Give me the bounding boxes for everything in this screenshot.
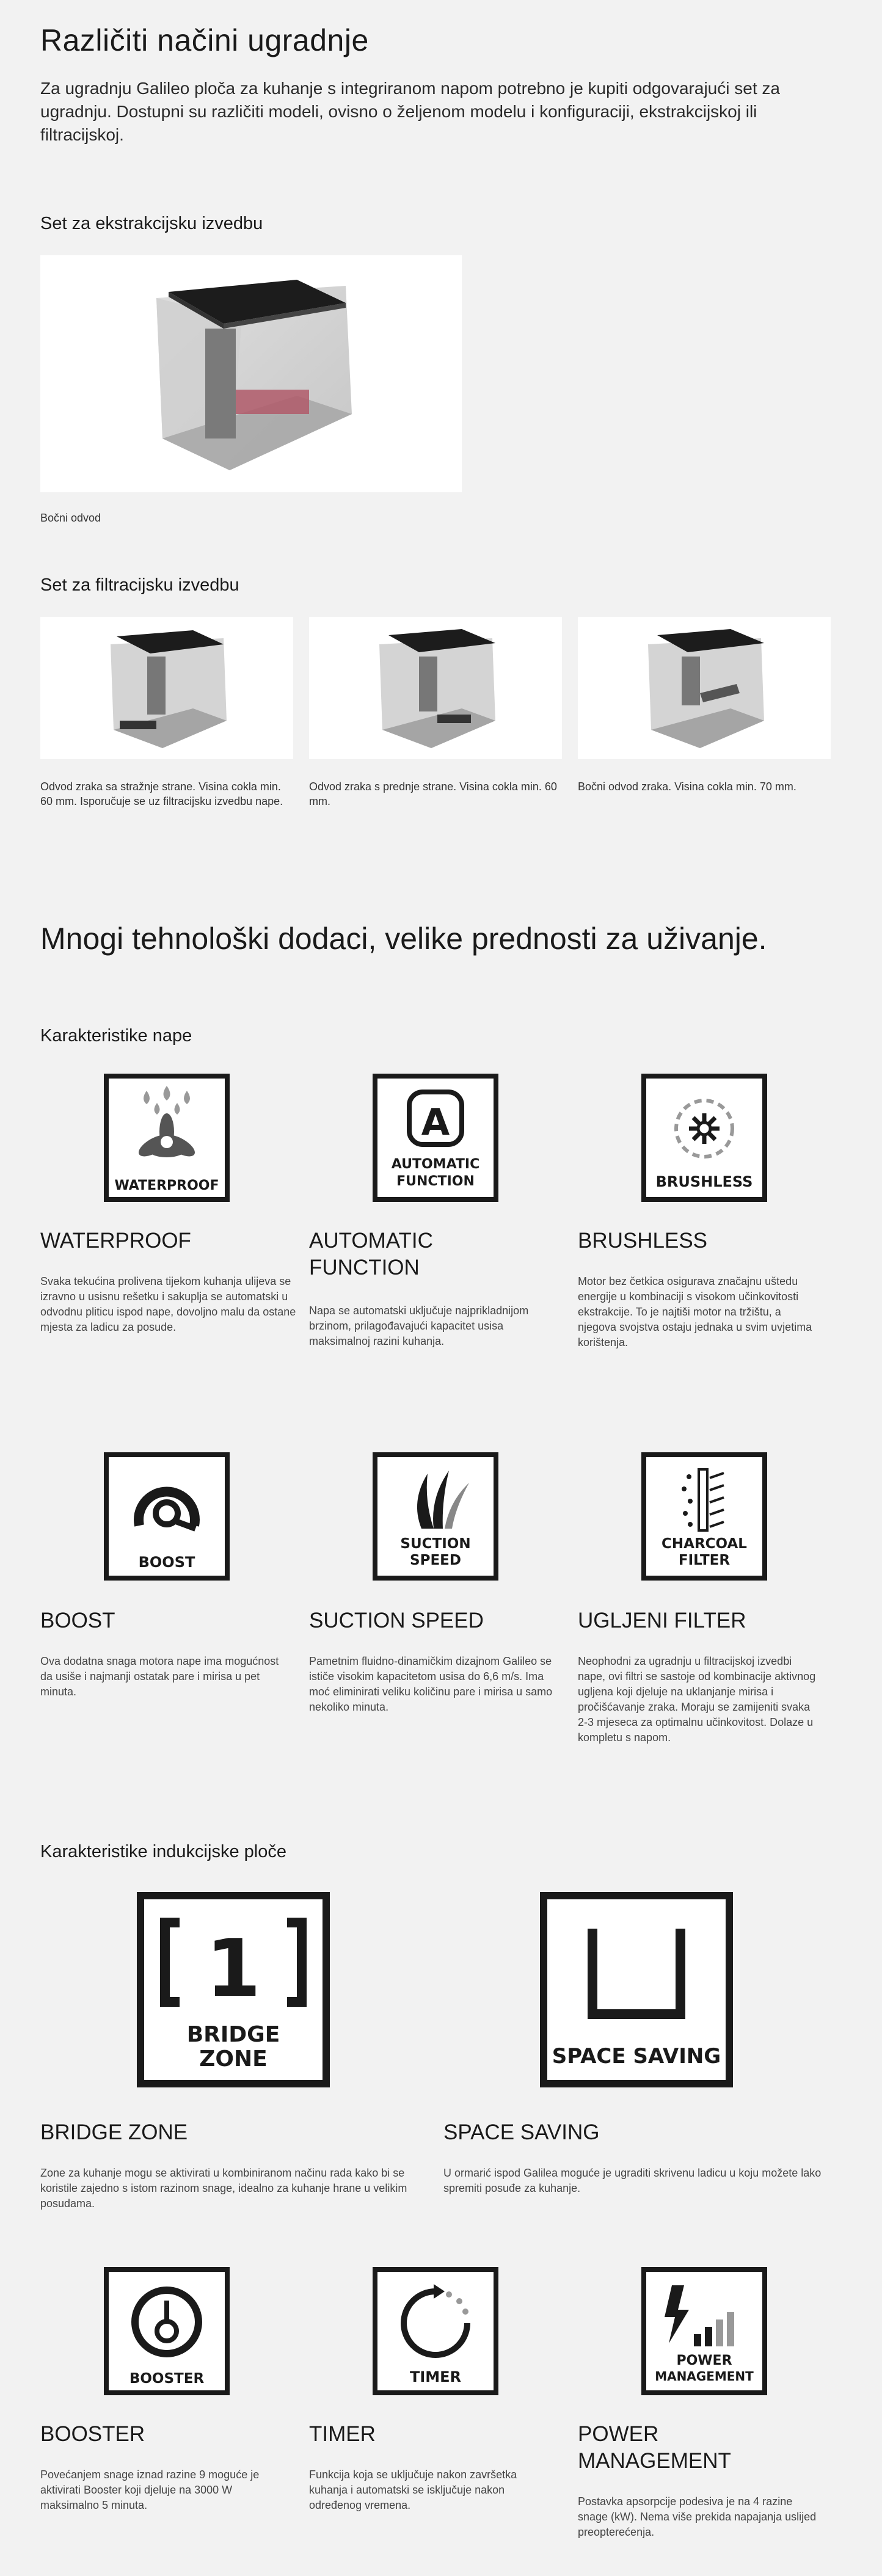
extraction-title: Set za ekstrakcijsku izvedbu (40, 214, 263, 233)
feature-title: POWER MANAGEMENT (578, 2422, 731, 2473)
feature-description: Funkcija koja se uključuje nakon završetka kuhanja i automatski se isključuje nakon određenog vremena. (309, 2469, 517, 2511)
feature-title: TIMER (309, 2422, 376, 2446)
extraction-kit-image (40, 255, 462, 492)
icon-label: BRUSHLESS (655, 1173, 753, 1190)
feature-title: UGLJENI FILTER (578, 1609, 746, 1632)
feature-title: SPACE SAVING (443, 2120, 600, 2144)
svg-text:MANAGEMENT: MANAGEMENT (655, 2369, 754, 2384)
svg-text:BRIDGE: BRIDGE (186, 2022, 280, 2047)
timer-icon (373, 2267, 498, 2398)
svg-text:POWER: POWER (676, 2353, 732, 2368)
svg-text:FUNCTION: FUNCTION (396, 1174, 475, 1189)
hob-features-title: Karakteristike indukcijske ploče (40, 1842, 286, 1861)
feature-description: Neophodni za ugradnju u filtracijskoj izvedbi nape, ovi filtri se sastoje od kombinacije aktivnog ugljena koji djeluje na uklanjanje mirisa i pročišćavanje zraka. Moraju se zamijeniti svaka 2-3 mjeseca za optimalnu učinkovitost. Dolaze u kompletu s napom. (578, 1655, 816, 1744)
svg-text:SPEED: SPEED (410, 1552, 461, 1568)
filtration-kit-image (578, 617, 831, 759)
automatic-function-icon (373, 1074, 498, 1205)
waterproof-icon (104, 1074, 230, 1205)
filtration-caption: Odvod zraka s prednje strane. Visina cokla min. 60 mm. (309, 780, 557, 807)
feature-description: Povećanjem snage iznad razine 9 moguće je aktivirati Booster koji djeluje na 3000 W maksimalno 5 minuta. (40, 2469, 260, 2511)
bridge-zone-icon (137, 1892, 330, 2090)
icon-label: BOOST (138, 1554, 195, 1571)
install-lead: Za ugradnju Galileo ploča za kuhanje s integriranom napom potrebno je kupiti odgovarajući set za ugradnju. Dostupni su različiti modeli, ovisno o željenom modelu i konfiguraciji, ekstrakcijskoj ili filtracijskoj. (40, 79, 780, 144)
feature-description: Motor bez četkica osigurava značajnu uštedu energije u kombinaciji s visokom učinkovitosti ekstrakcije. To je najtiši motor na tržištu, a njegova svojstva ostaju jednaka u svim uvjetima korištenja. (578, 1275, 812, 1348)
svg-text:ZONE: ZONE (199, 2047, 268, 2072)
power-management-icon (641, 2267, 767, 2398)
feature-description: Zone za kuhanje mogu se aktivirati u kombiniranom načinu rada kako bi se koristile zajedno s istom razinom snage, idealno za kuhanje hrane u velikim posudama. (40, 2167, 407, 2210)
extraction-caption: Bočni odvod (40, 512, 101, 524)
feature-description: Napa se automatski uključuje najprikladnijom brzinom, prilagođavajući kapacitet usisa maksimalnoj razini kuhanja. (309, 1304, 529, 1347)
space-saving-icon (540, 1892, 733, 2090)
filtration-title: Set za filtracijsku izvedbu (40, 575, 239, 595)
boost-icon (104, 1452, 230, 1584)
svg-text:FILTER: FILTER (678, 1552, 731, 1568)
charcoal-filter-icon (641, 1452, 767, 1584)
filtration-caption: Bočni odvod zraka. Visina cokla min. 70 mm. (578, 780, 796, 793)
svg-text:SUCTION: SUCTION (400, 1536, 471, 1552)
feature-title: BRUSHLESS (578, 1229, 708, 1253)
hood-features-title: Karakteristike nape (40, 1026, 192, 1046)
feature-title: BOOST (40, 1609, 115, 1632)
suction-speed-icon (373, 1452, 498, 1584)
svg-text:1: 1 (205, 1922, 261, 2015)
feature-description: U ormarić ispod Galilea moguće je ugraditi skrivenu ladicu u koju možete lako spremiti posuđe za kuhanje. (443, 2167, 822, 2194)
feature-description: Ova dodatna snaga motora nape ima mogućnost da usiše i najmanji ostatak pare i mirisa u pet minuta. (40, 1655, 279, 1698)
install-title: Različiti načini ugradnje (40, 23, 369, 57)
feature-title: WATERPROOF (40, 1229, 191, 1253)
feature-title: AUTOMATIC FUNCTION (309, 1229, 433, 1279)
feature-title: BRIDGE ZONE (40, 2120, 188, 2144)
icon-label: BOOSTER (129, 2371, 205, 2387)
filtration-caption: Odvod zraka sa stražnje strane. Visina cokla min. 60 mm. Isporučuje se uz filtracijsku izvedbu nape. (40, 780, 283, 807)
icon-label: WATERPROOF (114, 1178, 219, 1193)
icon-label: TIMER (409, 2368, 462, 2385)
booster-icon (104, 2267, 230, 2398)
feature-title: SUCTION SPEED (309, 1609, 484, 1632)
filtration-kit-image (40, 617, 293, 759)
tech-title: Mnogi tehnološki dodaci, velike prednosti za uživanje. (40, 922, 767, 956)
svg-text:A: A (421, 1101, 450, 1144)
feature-description: Svaka tekućina prolivena tijekom kuhanja ulijeva se izravno u usisnu rešetku i sakuplja se automatski u odvodnu pliticu ispod nape, dovoljno malu da ostane mjesta za ladicu za posude. (40, 1275, 296, 1333)
feature-description: Pametnim fluidno-dinamičkim dizajnom Galileo se ističe visokim kapacitetom usisa do 6,6 m/s. Ima moć eliminirati veliku količinu pare i mirisa u samo nekoliko minuta. (309, 1655, 553, 1713)
icon-label: SPACE SAVING (552, 2044, 721, 2068)
filtration-kit-image (309, 617, 562, 759)
feature-title: BOOSTER (40, 2422, 145, 2446)
svg-text:CHARCOAL: CHARCOAL (662, 1536, 747, 1552)
brushless-icon (641, 1074, 767, 1205)
svg-text:AUTOMATIC: AUTOMATIC (391, 1157, 480, 1172)
feature-description: Postavka apsorpcije podesiva je na 4 razine snage (kW). Nema više prekida napajanja uslijed preopterećenja. (578, 2495, 817, 2538)
